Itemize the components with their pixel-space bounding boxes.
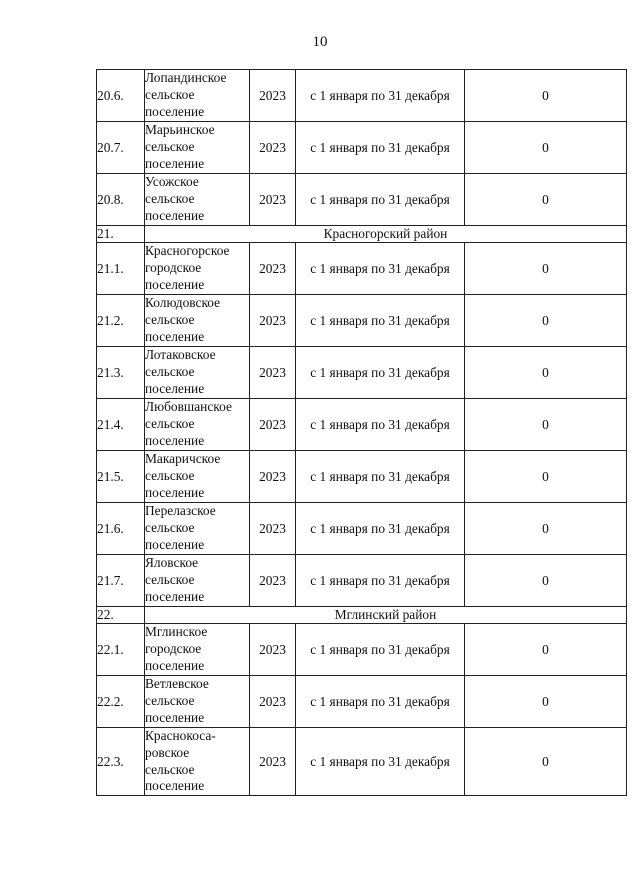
settlement-name-line: сельское [145,468,195,484]
table-row [97,347,627,399]
value-cell: 0 [465,624,627,676]
row-number: 22. [97,607,145,624]
settlement-name-line: Лопандинское [145,70,227,86]
value-cell: 0 [465,555,627,607]
period-cell: с 1 января по 31 декабря [296,676,465,728]
settlement-name [145,243,250,295]
row-number: 21.7. [97,555,145,607]
settlement-name-line: поселение [145,588,205,604]
row-number: 21.5. [97,451,145,503]
settlement-name-line: сельское [145,364,195,380]
table-row [97,70,627,122]
value-cell: 0 [465,451,627,503]
district-name: Мглинский район [145,607,627,624]
period-cell: с 1 января по 31 декабря [296,174,465,226]
year-cell: 2023 [250,399,296,451]
settlement-name [145,122,250,174]
value-cell: 0 [465,399,627,451]
settlement-name-line: сельское [145,87,195,103]
settlement-name-line: поселение [145,103,205,119]
period-cell: с 1 января по 31 декабря [296,451,465,503]
settlement-name-line: поселение [145,207,205,223]
year-cell: 2023 [250,70,296,122]
period-cell: с 1 января по 31 декабря [296,122,465,174]
table-row [97,451,627,503]
year-cell: 2023 [250,728,296,796]
settlement-name-line: Любовшанское [145,399,232,415]
value-cell: 0 [465,676,627,728]
settlement-name-line: Перелазское [145,503,216,519]
table-row [97,503,627,555]
row-number: 21. [97,226,145,243]
settlement-name-line: Макаричское [145,451,221,467]
settlement-name-line: Марьинское [145,122,215,138]
settlement-name [145,295,250,347]
table-row [97,295,627,347]
settlement-name-line: Лотаковское [145,347,216,363]
table-row [97,728,627,796]
settlement-name-line: поселение [145,657,205,673]
period-cell: с 1 января по 31 декабря [296,624,465,676]
value-cell: 0 [465,174,627,226]
settlement-name-line: поселение [145,155,205,171]
settlement-name-line: поселение [145,380,205,396]
settlement-name-line: поселение [145,709,205,725]
settlement-name-line: сельское [145,520,195,536]
settlement-name-line: Краснокоса- [145,728,216,743]
settlement-name-line: Яловское [145,555,199,571]
value-cell: 0 [465,503,627,555]
value-cell: 0 [465,122,627,174]
settlement-name-line: Колюдовское [145,295,221,311]
value-cell: 0 [465,347,627,399]
row-number: 21.4. [97,399,145,451]
settlement-name [145,676,250,728]
year-cell: 2023 [250,122,296,174]
settlement-name-line: Усожское [145,174,199,190]
settlement-name-line: Ветлевское [145,676,209,692]
year-cell: 2023 [250,503,296,555]
value-cell: 0 [465,70,627,122]
settlement-name-line: сельское [145,761,195,777]
district-header-row [97,607,627,624]
table-row [97,624,627,676]
row-number: 22.1. [97,624,145,676]
settlement-name [145,555,250,607]
row-number: 21.2. [97,295,145,347]
year-cell: 2023 [250,676,296,728]
table-row [97,174,627,226]
year-cell: 2023 [250,555,296,607]
page-number: 10 [312,34,328,50]
value-cell: 0 [465,295,627,347]
year-cell: 2023 [250,174,296,226]
settlement-name-line: Красногорское [145,243,230,259]
table-row [97,555,627,607]
settlement-name [145,70,250,122]
settlement-name-line: сельское [145,312,195,328]
row-number: 22.3. [97,728,145,796]
settlement-name-line: сельское [145,139,195,155]
table-row [97,122,627,174]
period-cell: с 1 января по 31 декабря [296,347,465,399]
value-cell: 0 [465,728,627,796]
year-cell: 2023 [250,451,296,503]
year-cell: 2023 [250,295,296,347]
settlement-name-line: городское [145,260,202,276]
district-name: Красногорский район [145,226,627,243]
settlement-name-line: поселение [145,276,205,292]
district-header-row [97,226,627,243]
table-row [97,243,627,295]
settlement-name [145,399,250,451]
settlement-name [145,174,250,226]
settlement-name [145,728,250,796]
settlement-name-line: поселение [145,432,205,448]
period-cell: с 1 января по 31 декабря [296,728,465,796]
row-number: 20.8. [97,174,145,226]
row-number: 21.3. [97,347,145,399]
period-cell: с 1 января по 31 декабря [296,70,465,122]
table-row [97,676,627,728]
year-cell: 2023 [250,243,296,295]
settlement-name-line: ровское [145,744,190,760]
settlement-name-line: сельское [145,416,195,432]
settlement-name-line: сельское [145,693,195,709]
row-number: 20.6. [97,70,145,122]
settlement-name-line: сельское [145,191,195,207]
settlement-name [145,451,250,503]
settlement-name [145,347,250,399]
row-number: 20.7. [97,122,145,174]
period-cell: с 1 января по 31 декабря [296,295,465,347]
row-number: 21.1. [97,243,145,295]
settlement-name-line: поселение [145,536,205,552]
settlement-name-line: городское [145,641,202,657]
row-number: 22.2. [97,676,145,728]
year-cell: 2023 [250,347,296,399]
period-cell: с 1 января по 31 декабря [296,555,465,607]
settlement-name-line: поселение [145,484,205,500]
settlement-name-line: поселение [145,328,205,344]
settlement-name [145,624,250,676]
row-number: 21.6. [97,503,145,555]
settlement-name [145,503,250,555]
period-cell: с 1 января по 31 декабря [296,243,465,295]
settlement-name-line: Мглинское [145,624,208,640]
value-cell: 0 [465,243,627,295]
settlements-table [96,69,627,796]
table-row [97,399,627,451]
settlement-name-line: поселение [145,778,205,794]
year-cell: 2023 [250,624,296,676]
period-cell: с 1 января по 31 декабря [296,503,465,555]
period-cell: с 1 января по 31 декабря [296,399,465,451]
settlement-name-line: сельское [145,572,195,588]
